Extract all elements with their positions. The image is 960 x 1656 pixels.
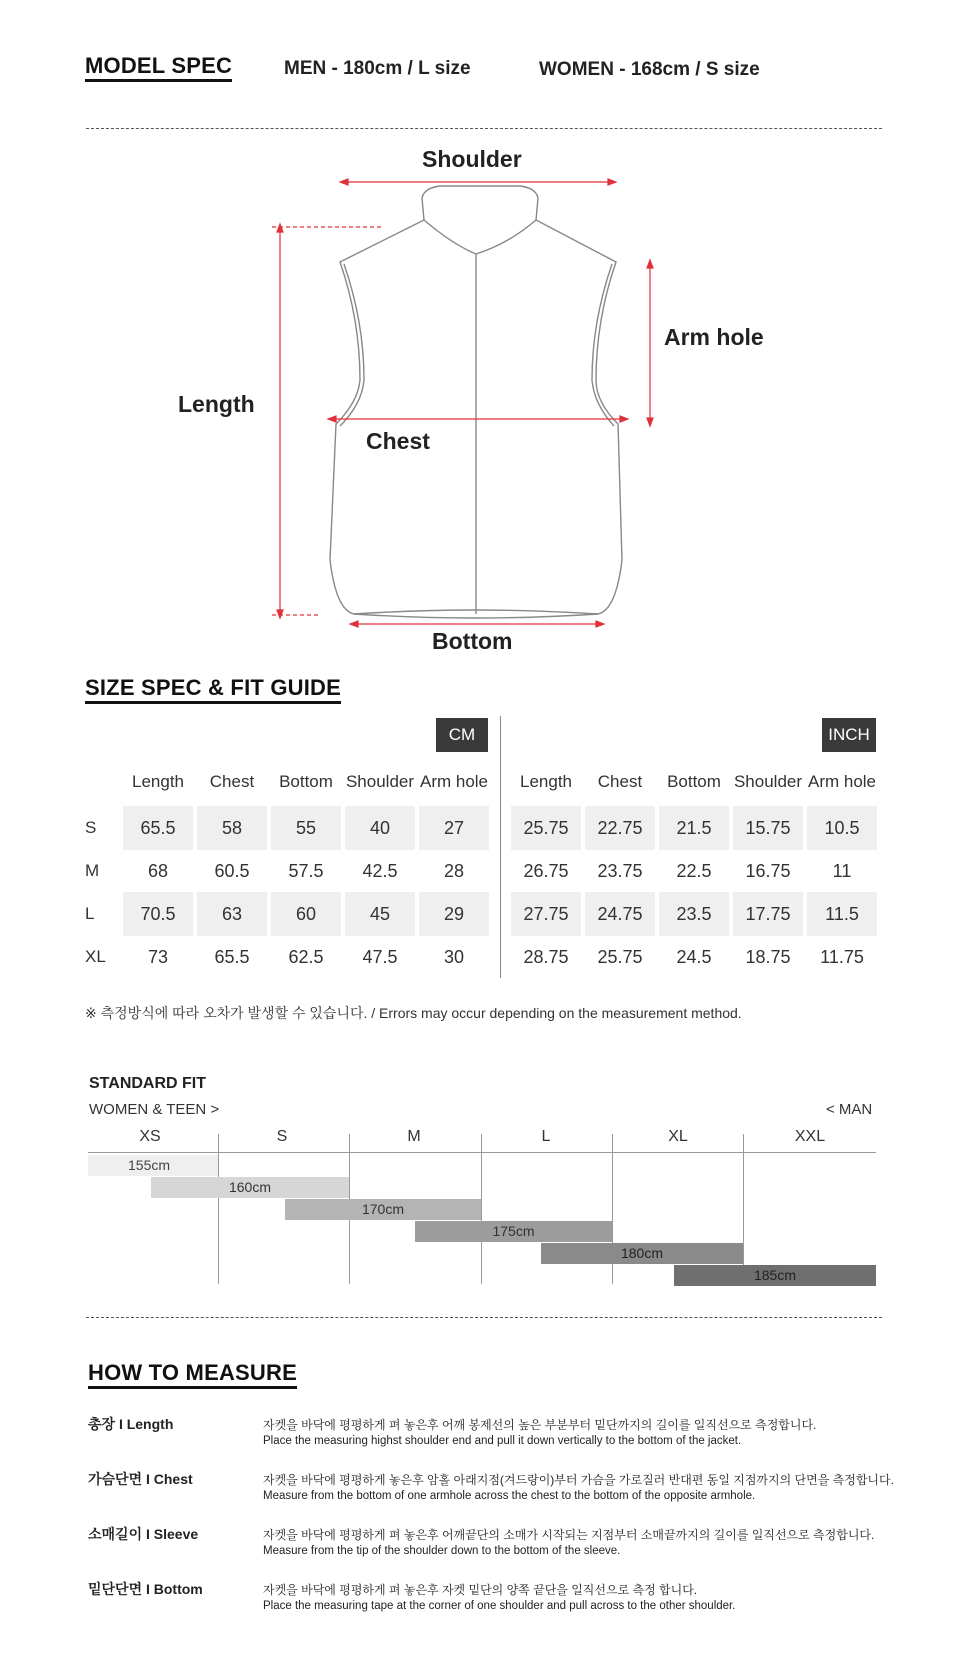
measure-sleeve-en: Measure from the tip of the shoulder down to the bottom of the sleeve. <box>263 1545 621 1557</box>
fit-man-label: < MAN <box>826 1101 873 1118</box>
cm-header-armhole: Arm hole <box>419 772 489 791</box>
fit-size-xs: XS <box>139 1128 161 1145</box>
fit-gridline <box>481 1134 482 1284</box>
table-cell: 62.5 <box>288 947 324 967</box>
table-cell: 25.75 <box>511 806 581 850</box>
size-spec-title: SIZE SPEC & FIT GUIDE <box>85 676 341 704</box>
model-spec-women: WOMEN - 168cm / S size <box>539 59 760 80</box>
table-cell: 11.75 <box>820 947 864 967</box>
table-cell: 24.5 <box>676 947 712 967</box>
table-cell: 73 <box>147 947 169 967</box>
cm-header-bottom: Bottom <box>279 772 333 791</box>
table-cell: 27 <box>419 806 489 850</box>
table-cell: 26.75 <box>523 861 569 881</box>
table-cell: 65.5 <box>123 806 193 850</box>
measure-bottom-kr: 자켓을 바닥에 평평하게 펴 놓은후 자켓 밑단의 양쪽 끝단을 일직선으로 측정 합니다. <box>263 1583 698 1597</box>
table-cell: 42.5 <box>362 861 398 881</box>
fit-women-label: WOMEN & TEEN > <box>89 1101 220 1118</box>
fit-size-m: M <box>407 1128 421 1145</box>
table-cell: 24.75 <box>585 892 655 936</box>
table-cell: 11 <box>832 861 852 881</box>
table-cell: 23.75 <box>597 861 643 881</box>
measure-sleeve-kr: 자켓을 바닥에 평평하게 펴 놓은후 어깨끝단의 소매가 시작되는 지점부터 소매끝까지의 길이를 일직선으로 측정합니다. <box>263 1528 875 1542</box>
table-cell: 58 <box>197 806 267 850</box>
how-to-measure-title: HOW TO MEASURE <box>88 1361 297 1389</box>
table-cell: 15.75 <box>733 806 803 850</box>
table-cell: 55 <box>271 806 341 850</box>
table-cell: 30 <box>443 947 465 967</box>
table-divider <box>500 716 501 978</box>
measure-length-en: Place the measuring highst shoulder end and pull it down vertically to the bottom of the jacket. <box>263 1435 742 1447</box>
fit-gridline <box>218 1134 219 1284</box>
bottom-label: Bottom <box>432 628 513 654</box>
row-label-xl: XL <box>85 947 106 966</box>
shoulder-label: Shoulder <box>422 146 522 172</box>
measure-chest-en: Measure from the bottom of one armhole across the chest to the bottom of the opposite armhole. <box>263 1490 756 1502</box>
divider-top <box>86 128 882 129</box>
vest-outline <box>330 186 622 618</box>
fit-bar-160: 160cm <box>151 1177 349 1198</box>
table-cell: 47.5 <box>362 947 398 967</box>
table-cell: 22.5 <box>676 861 712 881</box>
fit-size-l: L <box>541 1128 551 1145</box>
model-spec-title: MODEL SPEC <box>85 54 232 82</box>
fit-size-xxl: XXL <box>794 1128 826 1145</box>
measure-bottom-label: 밑단단면 I Bottom <box>88 1581 203 1597</box>
vest-diagram <box>0 140 960 660</box>
measure-bottom-en: Place the measuring tape at the corner of one shoulder and pull across to the other shoulder. <box>263 1600 736 1612</box>
inch-header-shoulder: Shoulder <box>733 772 803 791</box>
row-label-m: M <box>85 861 100 880</box>
inch-header-bottom: Bottom <box>667 772 721 791</box>
table-cell: 27.75 <box>511 892 581 936</box>
fit-bar-170: 170cm <box>285 1199 481 1220</box>
cm-header-shoulder: Shoulder <box>345 772 415 791</box>
measure-sleeve-label: 소매길이 I Sleeve <box>88 1526 199 1542</box>
table-cell: 28 <box>443 861 465 881</box>
fit-bar-155: 155cm <box>88 1155 218 1176</box>
model-spec-men: MEN - 180cm / L size <box>284 58 471 79</box>
measure-chest-label: 가슴단면 I Chest <box>88 1471 193 1487</box>
row-label-s: S <box>85 818 97 837</box>
inch-unit-badge: INCH <box>822 718 876 752</box>
row-label-l: L <box>85 904 95 923</box>
table-cell: 40 <box>345 806 415 850</box>
cm-header-chest: Chest <box>209 772 255 791</box>
inch-header-armhole: Arm hole <box>807 772 877 791</box>
table-cell: 45 <box>345 892 415 936</box>
arm-hole-label: Arm hole <box>664 324 764 350</box>
table-cell: 18.75 <box>745 947 791 967</box>
measure-length-label: 총장 I Length <box>88 1416 174 1432</box>
fit-axis-line <box>88 1152 876 1153</box>
measure-chest-kr: 자켓을 바닥에 평평하게 놓은후 암홀 아래지점(겨드랑이)부터 가슴을 가로질러 반대편 동일 지점까지의 단면을 측정합니다. <box>263 1473 894 1487</box>
table-cell: 29 <box>419 892 489 936</box>
table-cell: 17.75 <box>733 892 803 936</box>
divider-bottom <box>86 1317 882 1318</box>
chest-label: Chest <box>366 428 430 454</box>
measure-lines <box>272 179 653 627</box>
fit-size-s: S <box>276 1128 288 1145</box>
table-cell: 28.75 <box>523 947 569 967</box>
table-cell: 21.5 <box>659 806 729 850</box>
table-cell: 10.5 <box>807 806 877 850</box>
fit-bar-180: 180cm <box>541 1243 743 1264</box>
standard-fit-title: STANDARD FIT <box>89 1075 207 1092</box>
length-label: Length <box>178 391 255 417</box>
table-cell: 23.5 <box>659 892 729 936</box>
table-cell: 63 <box>197 892 267 936</box>
table-cell: 68 <box>147 861 169 881</box>
measure-length-kr: 자켓을 바닥에 평평하게 펴 놓은후 어깨 봉제선의 높은 부분부터 밑단까지의 길이를 일직선으로 측정합니다. <box>263 1418 817 1432</box>
table-cell: 65.5 <box>214 947 250 967</box>
table-cell: 70.5 <box>123 892 193 936</box>
fit-size-xl: XL <box>668 1128 688 1145</box>
fit-bar-175: 175cm <box>415 1221 612 1242</box>
table-cell: 60.5 <box>214 861 250 881</box>
table-cell: 60 <box>271 892 341 936</box>
fit-gridline <box>743 1134 744 1284</box>
table-cell: 25.75 <box>597 947 643 967</box>
table-cell: 57.5 <box>288 861 324 881</box>
table-cell: 11.5 <box>807 892 877 936</box>
table-cell: 16.75 <box>745 861 791 881</box>
table-cell: 22.75 <box>585 806 655 850</box>
measurement-note: ※ 측정방식에 따라 오차가 발생할 수 있습니다. / Errors may occur depending on the measurement method. <box>85 1005 742 1021</box>
inch-header-length: Length <box>520 772 572 791</box>
cm-unit-badge: CM <box>436 718 488 752</box>
cm-header-length: Length <box>132 772 184 791</box>
inch-header-chest: Chest <box>597 772 643 791</box>
fit-bar-185: 185cm <box>674 1265 876 1286</box>
